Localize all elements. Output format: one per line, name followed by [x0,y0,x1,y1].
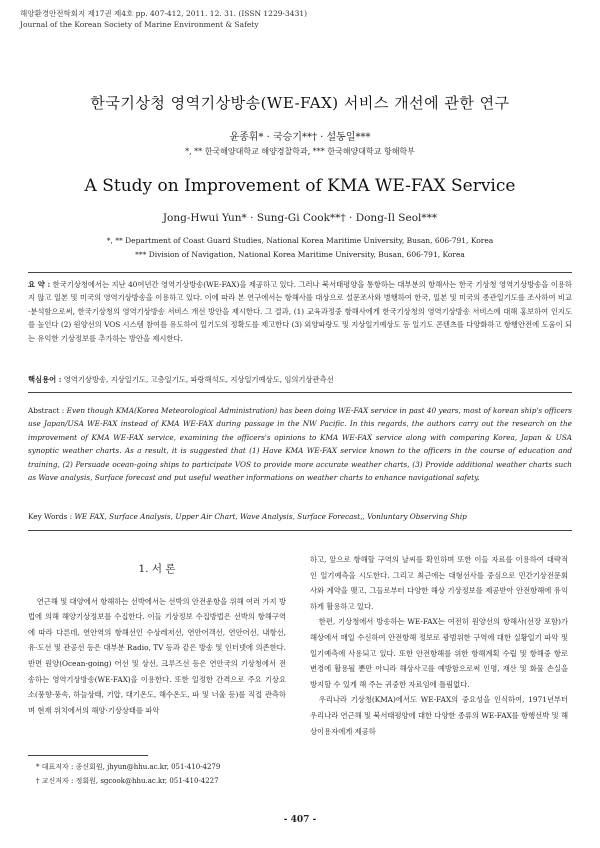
authors-ko: 윤종휘* · 국승기**† · 설동일*** [229,132,371,143]
body-paragraph: 하고, 앞으로 항해할 구역의 날씨를 확인하며 또한 이들 자료를 이용하여 대략적인 일기예측을 시도한다. 그리고 최근에는 대형선사를 중심으로 민간기상전문회사와 계약을 맺고, 그들로부터 다양한 해상 기상정보를 제공받아 안전항해에 유익하게 활용하고 있다. [310,555,568,611]
footnote-item: * 대표저자 : 종신회원, jhyun@hhu.ac.kr, 051-410-4279 [36,763,221,771]
paper-title-en: A Study on Improvement of KMA WE-FAX Service [84,176,516,196]
body-column-right [310,552,568,739]
keywords-ko [28,375,572,385]
keywords-ko-text: 영역기상방송, 지상일기도, 고층일기도, 파랑해석도, 지상일기예상도, 임의기상관측선 [63,375,334,384]
affiliation-en-line: *, ** Department of Coast Guard Studies, National Korea Maritime University, Busan, 606-791, Korea [106,236,494,245]
journal-header [20,8,580,30]
body-paragraph: 연근해 및 대양에서 항해하는 선박에서는 선박의 안전운항을 위해 여러 가지 방법에 의해 해양기상정보를 수집한다. 이들 기상정보 수집방법은 선박의 항해구역에 따라 다른데, 연안역의 항해선인 수상레저선, 연안어객선, 연안어선, 내항선, 유·도선 및 관공선 등은 대부분 Radio, TV 등과 같은 방송 및 인터넷에 의존한다. 반면 원양(Ocean-going) 어선 및 상선, 크루즈선 등은 연안국의 기상청에서 전송하는 영역기상방송(WE-FAX)을 이용한다. 또한 일정한 간격으로 주요 기상요소(풍향·풍속, 하늘상태, 기압, 대기온도, 해수온도, 파 및 너울 등)를 직접 관측하며 현재 위치에서의 해양·기상상태를 파악 [28,596,286,715]
keywords-ko-label: 핵심용어 : [28,375,62,384]
keywords-en [28,512,572,521]
footnote-rule [28,755,148,756]
abstract-ko-label: 요 약 : [28,280,51,289]
affiliation-en-line: *** Division of Navigation, National Korea Maritime University, Busan, 606-791, Korea [135,250,465,259]
abstract-bottom-rule [28,530,572,531]
footnote-item: † 교신저자 : 정회원, sgcook@hhu.ac.kr, 051-410-4227 [36,777,219,785]
authors-en: Jong-Hwui Yun* · Sung-Gi Cook**† · Dong-Il Seol*** [162,212,438,224]
section-heading: 1. 서 론 [138,563,176,575]
keywords-en-text: WE FAX, Surface Analysis, Upper Air Chart, Wave Analysis, Surface Forecast,, Vonluntary Observing Ship [74,512,467,521]
body-paragraph: 우리나라 기상청(KMA)에서도 WE-FAX의 중요성을 인식하여, 1971년부터 우리나라 연근해 및 북서태평양에 대한 다양한 종류의 WE-FAX를 항행선박 및 해상이용자에게 제공하 [310,695,568,736]
journal-name-en: Journal of the Korean Society of Marine Environment & Safety [20,20,259,29]
journal-citation-ko: 해양환경안전학회지 제17권 제4호 pp. 407-412, 2011. 12. 31. (ISSN 1229-3431) [20,9,308,18]
abstract-en [28,404,572,484]
abstract-en-text: Even though KMA(Korea Meteorological Administration) has been doing WE-FAX service in past 40 years, most of korean ship's officers use Japan/USA WE-FAX instead of KMA WE-FAX during passage in the NW Pacific. In this regards, the authors carry out the research on the improvement of KMA WE-FAX service, examining the officers's opinions to KMA WE-FAX service along with comparing Korea, Japan & USA synoptic weather charts. As a result, it is suggested that (1) Have KMA WE-FAX service known to the officers in the course of education and training, (2) Persuade ocean-going ships to participate VOS to provide more accurate weather charts, (3) Provide additional weather charts such as Wave analysis, Surface forecast and put useful weather informations on weather charts to enhance navigational safety. [28,406,572,483]
affiliation-ko: *, ** 한국해양대학교 해양경찰학과, *** 한국해양대학교 항해학부 [185,147,415,156]
page-number: - 407 - [283,815,317,825]
affiliation-en [60,234,540,262]
paper-title-ko: 한국기상청 영역기상방송(WE-FAX) 서비스 개선에 관한 연구 [90,94,510,112]
keywords-en-label: Key Words : [28,512,73,521]
abstract-ko [28,278,572,345]
abstract-ko-text: 한국기상청에서는 지난 40여년간 영역기상방송(WE-FAX)을 제공하고 있다. 그러나 북서태평양을 통항하는 대부분의 항해사는 한국 기상청 영역기상방송을 이용하지 않고 일본 및 미국의 영역기상방송을 이용하고 있다. 이에 따라 본 연구에서는 항해사를 대상으로 설문조사와 병행하여 한국, 일본 및 미국의 종관일기도를 조사하여 비교·분석함으로써, 한국기상청의 영역기상방송 서비스 개선 방안을 제시한다. 그 결과, (1) 교육과정중 항해사에게 한국기상청의 영역기상방송 서비스에 대해 홍보하여 인지도를 높인다 (2) 원양선의 VOS 시스템 참여를 유도하여 일기도의 정확도를 제고한다 (3) 외양파랑도 및 지상일기예상도 등 일기도 콘텐츠를 다양화하고 항행안전에 도움이 되는 유익한 기상정보를 추가하는 방안을 제시한다. [28,280,572,343]
abstract-divider-rule [28,392,572,393]
abstract-en-label: Abstract : [28,406,65,415]
body-column-left [28,550,286,718]
footnotes [36,760,286,788]
abstract-top-rule [28,272,572,273]
body-paragraph: 한편, 기상청에서 방송하는 WE-FAX는 여전히 원양선의 항해사(선장 포함)가 해상에서 매일 수신하여 안전항해 정보로 광범위한 구역에 대한 실황일기 파악 및 일기예측에 사용되고 있다. 또한 안전항해를 위한 항해계획 수립 및 항해중 항로변경에 활용될 뿐만 아니라 해상사고를 예방함으로써 인명, 재산 및 화물 손실을 방지할 수 있게 해 주는 귀중한 자료임에 틀림없다. [310,617,568,689]
